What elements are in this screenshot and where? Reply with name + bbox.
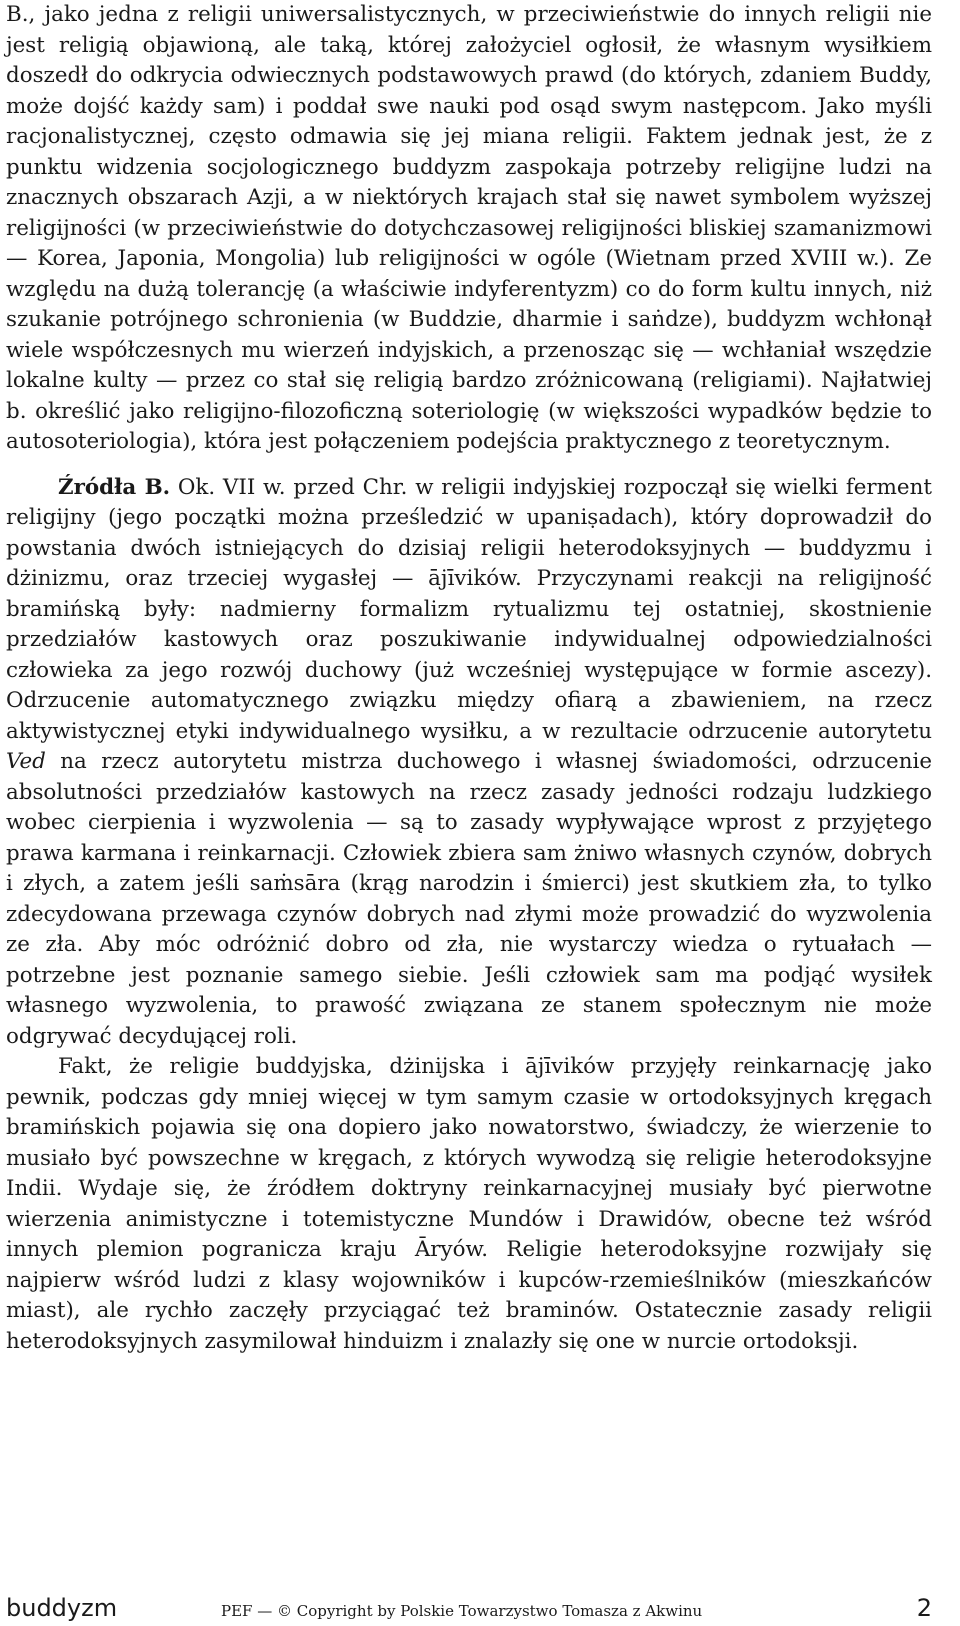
page-number: 2: [916, 1594, 932, 1622]
footer-copyright: PEF — © Copyright by Polskie Towarzystwo Tomasza z Akwinu: [221, 1602, 703, 1620]
italic-term: Ved: [6, 749, 46, 774]
page-footer: [6, 1592, 932, 1622]
paragraph-sources-text-b: na rzecz autorytetu mistrza duchowego i własnej świadomości, odrzucenie absolutności przedziałów kastowych na rzecz zasady jedności rodzaju ludzkiego wobec cierpienia i wyzwolenia — są to zasady wypływające wprost z przyjętego prawa karmana i reinkarnacji. Człowiek zbiera sam żniwo własnych czynów, dobrych i złych, a zatem jeśli saṁsāra (krąg narodzin i śmierci) jest skutkiem zła, to tylko zdecydowana przewaga czynów dobrych nad złymi może prowadzić do wyzwolenia ze zła. Aby móc odróżnić dobro od zła, nie wystarczy wiedza o rytuałach — potrzebne jest poznanie samego siebie. Jeśli człowiek sam ma podjąć wysiłek własnego wyzwolenia, to prawość związana ze stanem społecznym nie może odgrywać decydującej roli.: [6, 749, 932, 1049]
paragraph-reincarnation: Fakt, że religie buddyjska, dżinijska i ājīvików przyjęły reinkarnację jako pewnik, podczas gdy mniej więcej w tym samym czasie w ortodoksyjnych kręgach bramińskich pojawia się ona dopiero jako nowatorstwo, świadczy, że wierzenie to musiało być powszechne w kręgach, z których wywodzą się religie heterodoksyjne Indii. Wydaje się, że źródłem doktryny reinkarnacyjnej musiały być pierwotne wierzenia animistyczne i totemistyczne Mundów i Drawidów, obecne też wśród innych plemion pogranicza kraju Āryów. Religie heterodoksyjne rozwijały się najpierw wśród ludzi z klasy wojowników i kupców-rzemieślników (mieszkańców miast), ale rychło zaczęły przyciągać też braminów. Ostatecznie zasady religii heterodoksyjnych zasymilował hinduizm i znalazły się one w nurcie ortodoksji.: [6, 1054, 932, 1354]
paragraph-sources-text-a: Ok. VII w. przed Chr. w religii indyjskiej rozpoczął się wielki ferment religijny (jego początki można prześledzić w upaniṣadach), który doprowadził do powstania dwóch istniejących do dzisiaj religii heterodoksyjnych — buddyzmu i dżinizmu, oraz trzeciej wygasłej — ājīvików. Przyczynami reakcji na religijność bramińską były: nadmierny formalizm rytualizmu tej ostatniej, skostnienie przedziałów kastowych oraz poszukiwanie indywidualnej odpowiedzialności człowieka za jego rozwój duchowy (już wcześniej występujące w formie ascezy). Odrzucenie automatycznego związku między ofiarą a zbawieniem, na rzecz aktywistycznej etyki indywidualnego wysiłku, a w rezultacie odrzucenie autorytetu: [6, 474, 932, 744]
paragraph-intro: B., jako jedna z religii uniwersalistycznych, w przeciwieństwie do innych religii nie jest religią objawioną, ale taką, której założyciel ogłosił, że własnym wysiłkiem doszedł do odkrycia odwiecznych podstawowych prawd (do których, zdaniem Buddy, może dojść każdy sam) i poddał swe nauki pod osąd swym następcom. Jako myśli racjonalistycznej, często odmawia się jej miana religii. Faktem jednak jest, że z punktu widzenia socjologicznego buddyzm zaspokaja potrzeby religijne ludzi na znacznych obszarach Azji, a w niektórych krajach stał się nawet symbolem wyższej religijności (w przeciwieństwie do dotychczasowej religijności bliskiej szamanizmowi — Korea, Japonia, Mongolia) lub religijności w ogóle (Wietnam przed XVIII w.). Ze względu na dużą tolerancję (a właściwie indyferentyzm) co do form kultu innych, niż szukanie potrójnego schronienia (w Buddzie, dharmie i saṅdze), buddyzm wchłonął wiele współczesnych mu wierzeń indyjskich, a przenosząc się — wchłaniał wszędzie lokalne kulty — przez co stał się religią bardzo zróżnicowaną (religiami). Najłatwiej b. określić jako religijno-filozoficzną soteriologię (w większości wypadków będzie to autosoteriologia), która jest połączeniem podejścia praktycznego z teoretycznym.: [6, 2, 932, 454]
footer-title: buddyzm: [6, 1594, 118, 1622]
section-heading: Źródła B.: [58, 474, 171, 500]
paragraph-sources: [6, 473, 932, 1053]
document-page: [6, 0, 932, 1357]
